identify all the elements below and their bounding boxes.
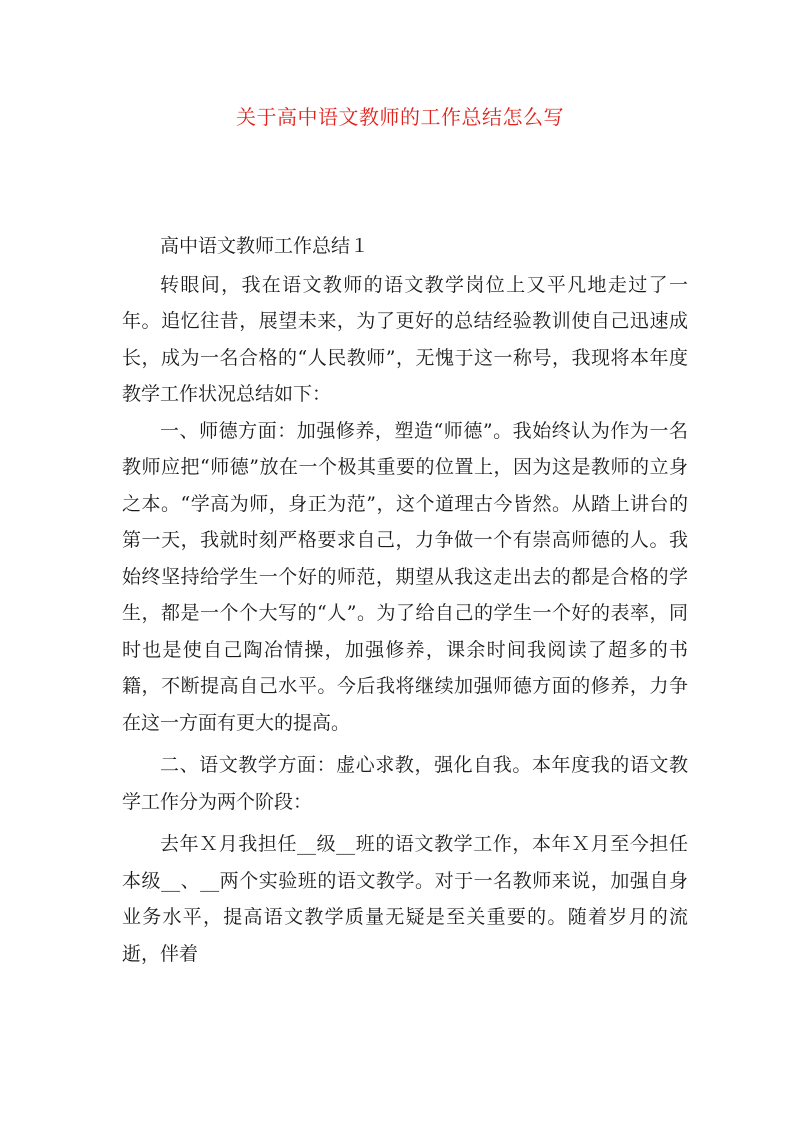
paragraph-stages: 去年Ｘ月我担任__级__班的语文教学工作，本年Ｘ月至今担任本级__、__两个实验班的语文教学。对于一名教师来说，加强自身业务水平，提高语文教学质量无疑是至关重要的。随着岁月的流逝，伴着 [122,833,688,965]
section-heading: 高中语文教师工作总结１ [160,235,370,257]
document-title: 关于高中语文教师的工作总结怎么写 [236,105,564,129]
paragraph-intro: 转眼间，我在语文教师的语文教学岗位上又平凡地走过了一年。追忆往昔，展望未来，为了更好的总结经验教训使自己迅速成长，成为一名合格的“人民教师”，无愧于这一称号，我现将本年度教学工作状况总结如下： [122,273,688,405]
paragraph-teaching: 二、语文教学方面：虚心求教，强化自我。本年度我的语文教学工作分为两个阶段： [122,754,688,813]
paragraph-ethics: 一、师德方面：加强修养，塑造“师德”。我始终认为作为一名教师应把“师德”放在一个极其重要的位置上，因为这是教师的立身之本。“学高为师，身正为范”，这个道理古今皆然。从踏上讲台的第一天，我就时刻严格要求自己，力争做一个有崇高师德的人。我始终坚持给学生一个好的师范，期望从我这走出去的都是合格的学生，都是一个个大写的“人”。为了给自己的学生一个好的表率，同时也是使自己陶冶情操，加强修养，课余时间我阅读了超多的书籍，不断提高自己水平。今后我将继续加强师德方面的修养，力争在这一方面有更大的提高。 [122,419,688,734]
document-body [122,228,688,972]
